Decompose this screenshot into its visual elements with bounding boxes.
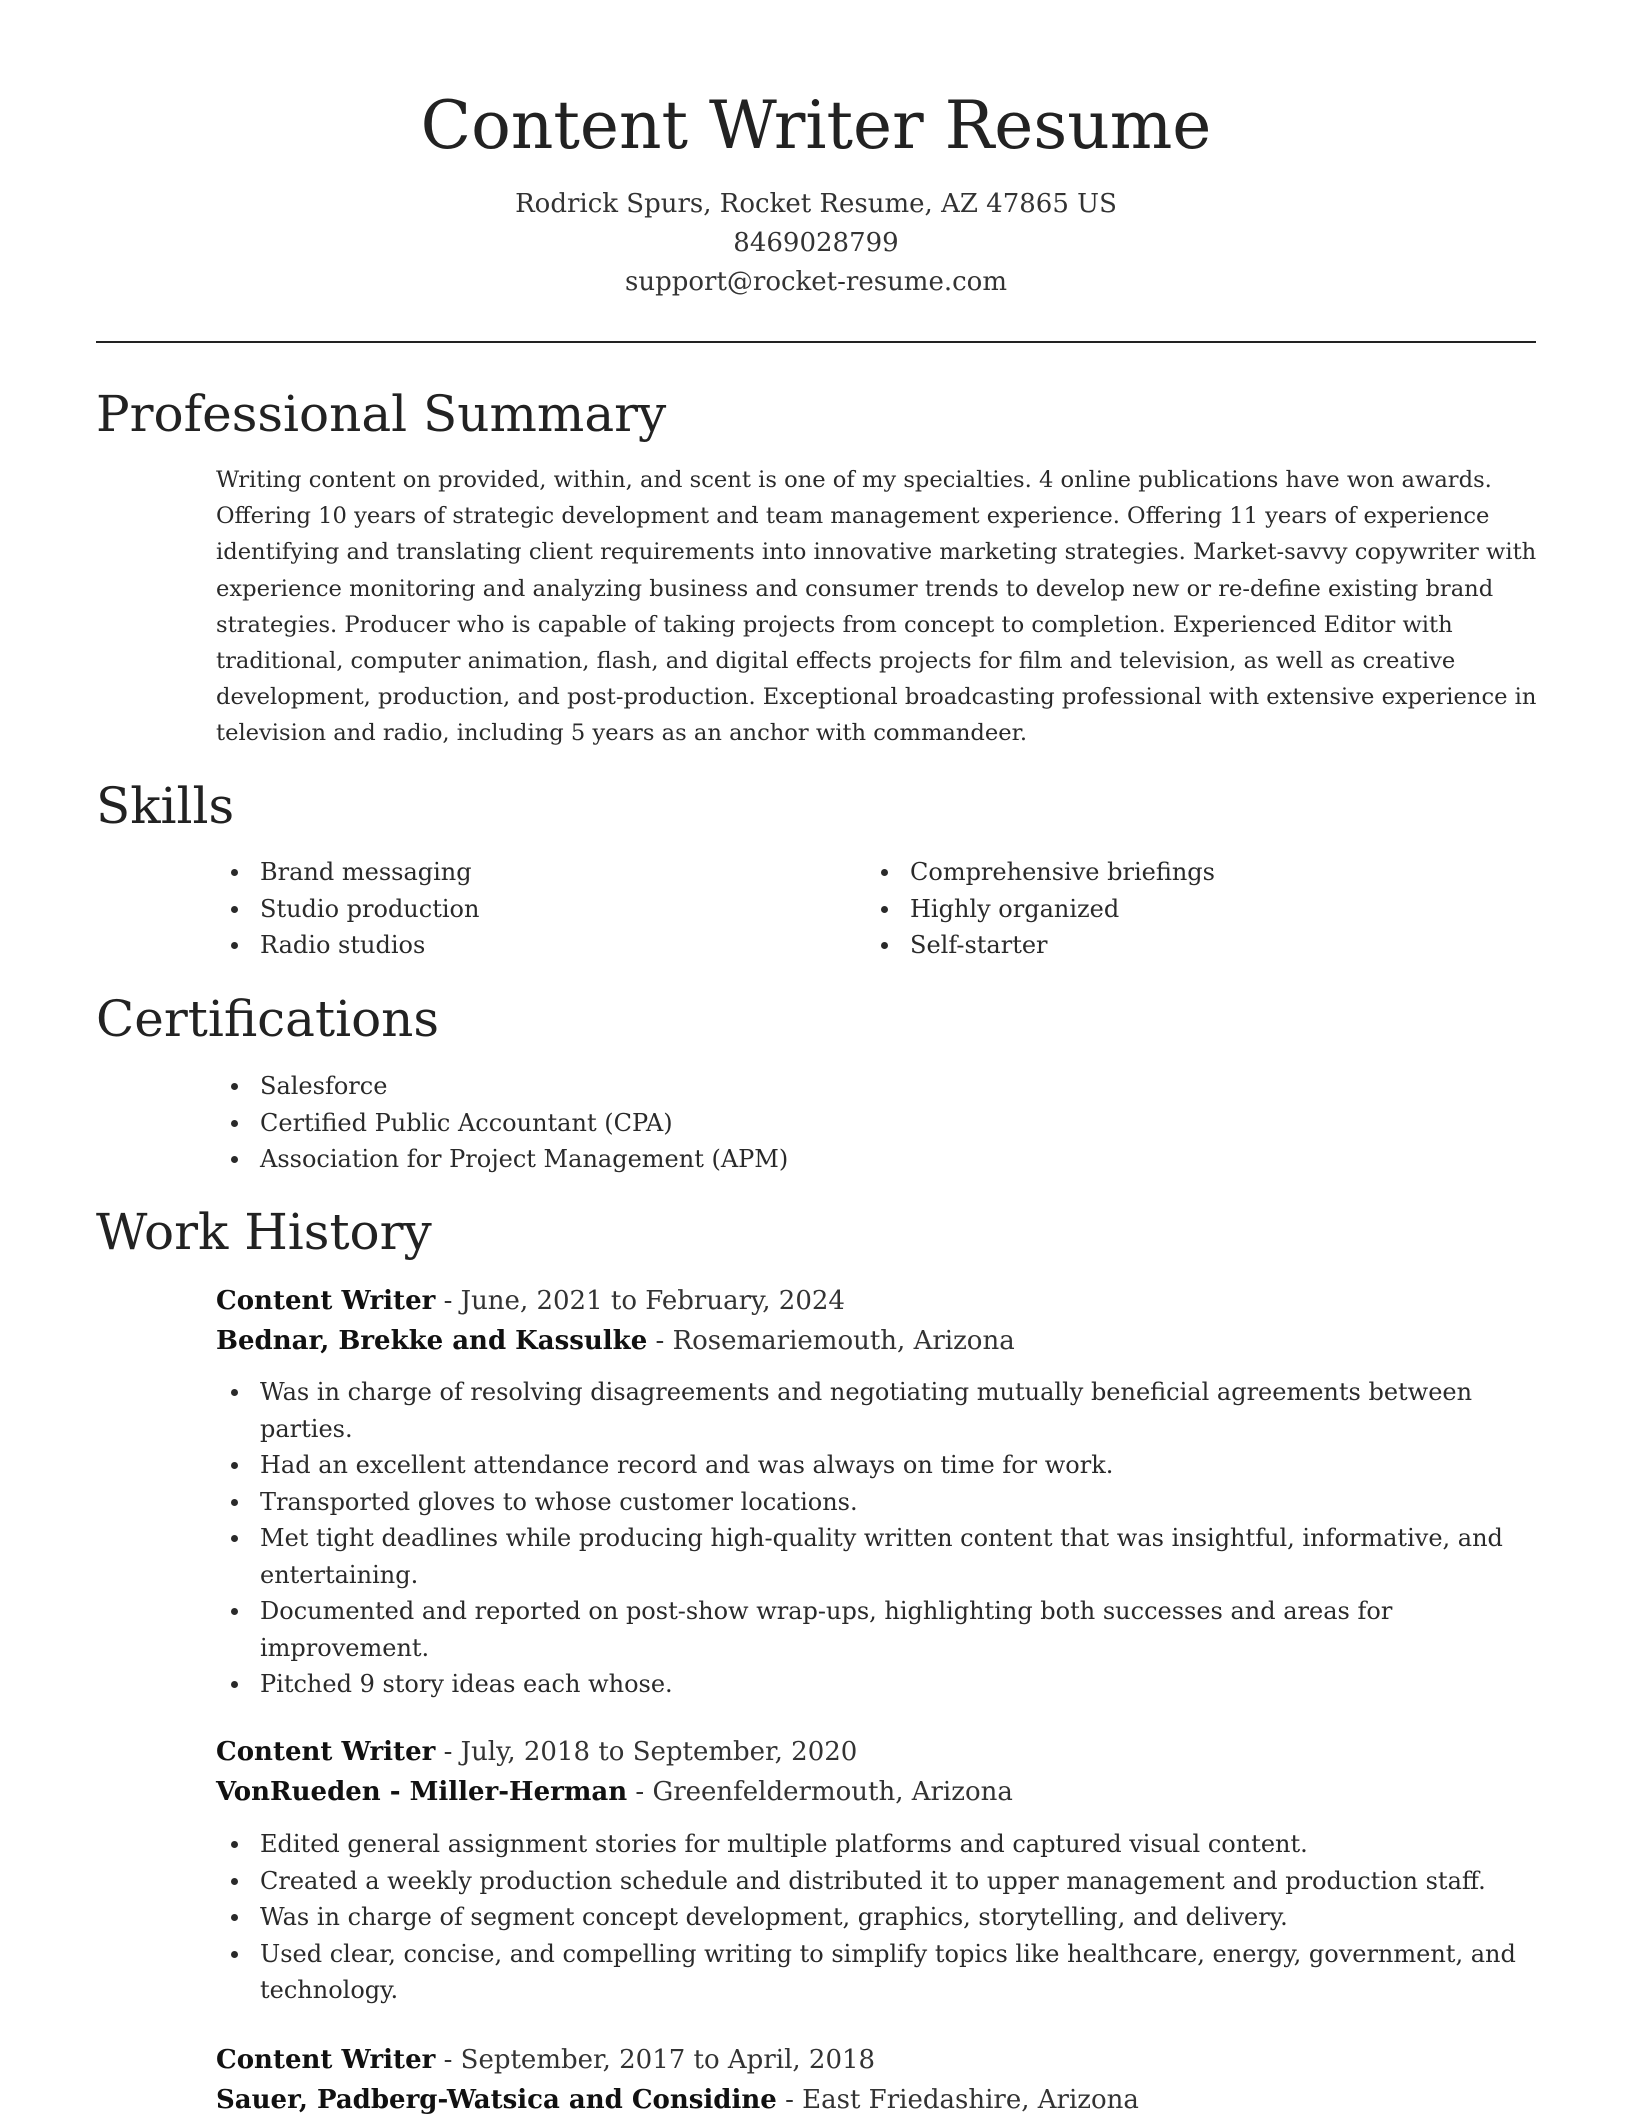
- header-divider: [96, 341, 1536, 343]
- contact-email: support@rocket-resume.com: [624, 267, 1007, 297]
- resume-header: [0, 80, 1632, 302]
- list-item: Documented and reported on post-show wrap-ups, highlighting both successes and areas for improvement.: [216, 1593, 1516, 1666]
- job-company: Sauer, Padberg-Watsica and Considine: [216, 2085, 777, 2115]
- list-item: Created a weekly production schedule and distributed it to upper management and production staff.: [216, 1863, 1516, 1900]
- job-title-line: [216, 1732, 857, 1772]
- job-duties-list: [216, 1826, 1516, 2009]
- job-title: Content Writer: [216, 2045, 436, 2075]
- list-item: Met tight deadlines while producing high-quality written content that was insightful, informative, and entertaining.: [216, 1520, 1516, 1593]
- job-dates: June, 2021 to February, 2024: [460, 1286, 845, 1316]
- list-item: Pitched 9 story ideas each whose.: [216, 1666, 1516, 1703]
- list-item: Comprehensive briefings: [866, 854, 1526, 891]
- certifications-list: [216, 1068, 1516, 1178]
- page-title: Content Writer Resume: [420, 87, 1212, 164]
- list-item: Self-starter: [866, 927, 1526, 964]
- job-dates: September, 2017 to April, 2018: [460, 2045, 876, 2075]
- separator: -: [435, 2045, 461, 2075]
- skills-heading: Skills: [96, 777, 235, 835]
- skills-list-right: [866, 854, 1526, 964]
- list-item: Highly organized: [866, 891, 1526, 928]
- list-item: Radio studios: [216, 927, 856, 964]
- separator: -: [627, 1777, 653, 1807]
- job-title-line: [216, 2040, 875, 2080]
- summary-text: Writing content on provided, within, and scent is one of my specialties. 4 online publications have won awards. Offering 10 years of strategic development and team management experience. Offering 11 years of experience identifying and translating client requirements into innovative marketing strategies. Market-savvy copywriter with experience monitoring and analyzing business and consumer trends to develop new or re-define existing brand strategies. Producer who is capable of taking projects from concept to completion. Experienced Editor with traditional, computer animation, flash, and digital effects projects for film and television, as well as creative development, production, and post-production. Exceptional broadcasting professional with extensive experience in television and radio, including 5 years as an anchor with commandeer.: [216, 467, 1537, 747]
- work-history-heading: Work History: [96, 1203, 432, 1261]
- job-title: Content Writer: [216, 1286, 436, 1316]
- job-title: Content Writer: [216, 1737, 436, 1767]
- job-duties-list: [216, 1374, 1516, 1703]
- summary-heading: Professional Summary: [96, 385, 667, 443]
- job-company-line: [216, 1321, 1015, 1361]
- separator: -: [647, 1326, 673, 1356]
- list-item: Edited general assignment stories for multiple platforms and captured visual content.: [216, 1826, 1516, 1863]
- skills-list-left: [216, 854, 856, 964]
- list-item: Was in charge of resolving disagreements and negotiating mutually beneficial agreements between parties.: [216, 1374, 1516, 1447]
- list-item: Certified Public Accountant (CPA): [216, 1105, 1516, 1142]
- separator: -: [435, 1286, 461, 1316]
- list-item: Transported gloves to whose customer locations.: [216, 1484, 1516, 1521]
- job-dates: July, 2018 to September, 2020: [460, 1737, 858, 1767]
- list-item: Had an excellent attendance record and was always on time for work.: [216, 1447, 1516, 1484]
- job-company: Bednar, Brekke and Kassulke: [216, 1326, 648, 1356]
- contact-phone: 8469028799: [733, 228, 899, 258]
- list-item: Association for Project Management (APM): [216, 1141, 1516, 1178]
- job-location: Rosemariemouth, Arizona: [672, 1326, 1015, 1356]
- job-title-line: [216, 1281, 845, 1321]
- list-item: Brand messaging: [216, 854, 856, 891]
- list-item: Used clear, concise, and compelling writing to simplify topics like healthcare, energy, government, and technology.: [216, 1936, 1516, 2009]
- contact-address: Rodrick Spurs, Rocket Resume, AZ 47865 US: [515, 189, 1117, 219]
- job-location: East Friedashire, Arizona: [802, 2085, 1139, 2115]
- separator: -: [435, 1737, 461, 1767]
- job-location: Greenfeldermouth, Arizona: [652, 1777, 1013, 1807]
- job-company: VonRueden - Miller-Herman: [216, 1777, 628, 1807]
- separator: -: [776, 2085, 803, 2115]
- list-item: Studio production: [216, 891, 856, 928]
- job-company-line: [216, 1772, 1013, 1812]
- list-item: Salesforce: [216, 1068, 1516, 1105]
- job-company-line: [216, 2080, 1139, 2120]
- list-item: Was in charge of segment concept development, graphics, storytelling, and delivery.: [216, 1899, 1516, 1936]
- certifications-heading: Certifications: [96, 990, 440, 1048]
